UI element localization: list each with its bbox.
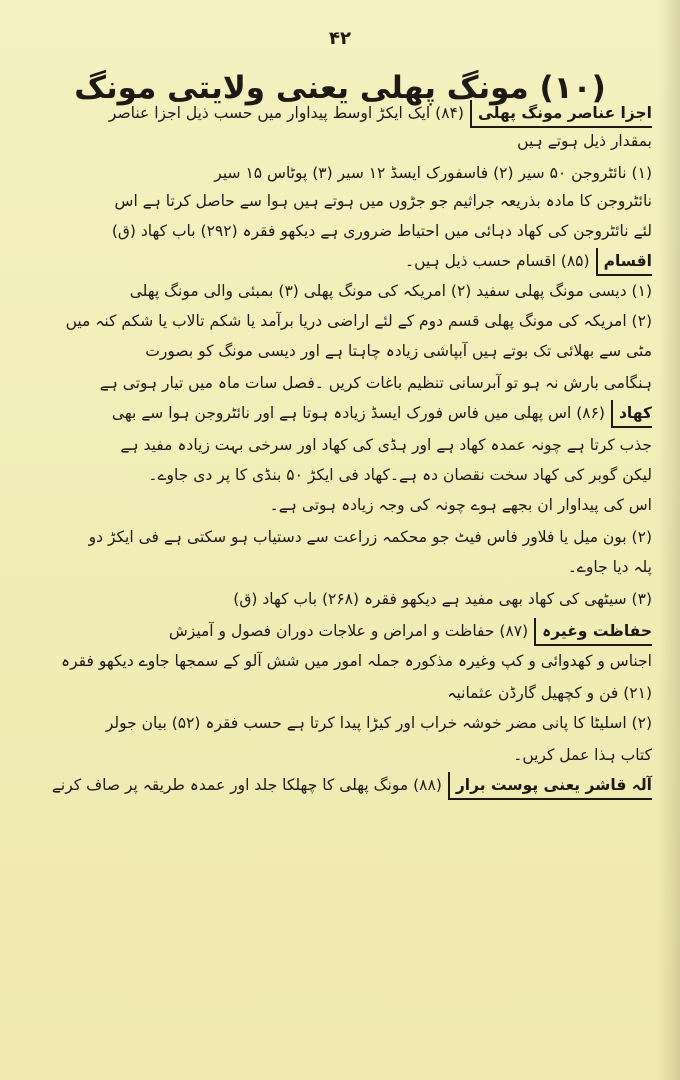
text-line xyxy=(40,248,652,276)
section-heading: (۱۰) مونگ پھلی یعنی ولایتی مونگ xyxy=(74,70,606,106)
page-number: ۴۲ xyxy=(329,28,351,49)
line-text: کتاب ہذا عمل کریں۔ xyxy=(513,746,652,764)
line-text: (۱) نائٹروجن ۵۰ سیر (۲) فاسفورک ایسڈ ۱۲ سیر (۳) پوٹاس ۱۵ سیر xyxy=(214,164,652,182)
text-line xyxy=(40,742,652,768)
text-line xyxy=(40,492,652,518)
line-text: (۲) امریکہ کی مونگ پھلی قسم دوم کے لئے اراضی دریا برآمد یا شکم تالاب یا شکم کنہ میں xyxy=(65,312,652,330)
text-line xyxy=(40,432,652,458)
line-text: (۱) دیسی مونگ پھلی سفید (۲) امریکہ کی مونگ پھلی (۳) بمبئی والی مونگ پھلی xyxy=(129,282,652,300)
text-line xyxy=(40,648,652,674)
margin-heading-label: آلہ قاشر یعنی پوست برار xyxy=(448,772,652,800)
line-text: (۸۴) ایک ایکڑ اوسط پیداوار میں حسب ذیل اجزا عناصر xyxy=(108,104,464,122)
text-line xyxy=(40,370,652,396)
text-line xyxy=(40,278,652,304)
text-line xyxy=(40,586,652,612)
text-line xyxy=(40,128,652,154)
text-line xyxy=(40,338,652,364)
page-spine-shadow xyxy=(658,0,680,1080)
line-text: بمقدار ذیل ہوتے ہیں xyxy=(517,132,652,150)
line-text: پلہ دیا جاوے۔ xyxy=(567,558,652,576)
text-line xyxy=(40,400,652,428)
line-text: مٹی سے بھلائی تک بوتے ہیں آبپاشی زیادہ چاہتا ہے اور دیسی مونگ کو بصورت xyxy=(145,342,652,360)
line-text: (۳) سیٹھی کی کھاد بھی مفید ہے دیکھو فقرہ (۲۶۸) باب کھاد (ق) xyxy=(233,590,652,608)
line-text: لئے نائٹروجن کی کھاد دہائی میں احتیاط ضروری ہے دیکھو فقرہ (۲۹۲) باب کھاد (ق) xyxy=(111,222,652,240)
line-text: (۸۵) اقسام حسب ذیل ہیں۔ xyxy=(405,252,590,270)
line-text: ہنگامی بارش نہ ہو تو آبرسانی تنظیم باغات کریں ۔فصل سات ماہ میں تیار ہوتی ہے xyxy=(99,374,652,392)
line-text: جذب کرتا ہے چونہ عمدہ کھاد ہے اور ہڈی کی کھاد اور سرخی بہت زیادہ مفید ہے xyxy=(120,436,652,454)
line-text: اس کی پیداوار ان بجھے ہوے چونہ کی وجہ زیادہ ہوتی ہے۔ xyxy=(269,496,652,514)
margin-heading-label: اقسام xyxy=(596,248,652,276)
text-line xyxy=(40,710,652,736)
text-line xyxy=(40,218,652,244)
text-line xyxy=(40,680,652,706)
text-line xyxy=(40,160,652,186)
text-line xyxy=(40,524,652,550)
line-text: (۸۷) حفاظت و امراض و علاجات دوران فصول و آمیزش xyxy=(168,622,529,640)
text-line xyxy=(40,772,652,800)
text-line xyxy=(40,462,652,488)
text-line xyxy=(40,188,652,214)
line-text: نائٹروجن کا مادہ بذریعہ جراثیم جو جڑوں میں ہوتے ہیں ہوا سے حاصل کرتا ہے اس xyxy=(114,192,652,210)
text-line xyxy=(40,100,652,128)
line-text: اجناس و کھدوائی و کپ وغیرہ مذکورہ جملہ امور میں شش آلو کے سمجھا جاوے دیکھو فقرہ xyxy=(61,652,652,670)
text-line xyxy=(40,618,652,646)
line-text: (۲۱) فن و کچھیل گارڈن عثمانیہ xyxy=(447,684,652,702)
line-text: (۸۶) اس پھلی میں فاس فورک ایسڈ زیادہ ہوتا ہے اور نائٹروجن ہوا سے بھی xyxy=(111,404,605,422)
margin-heading-label: حفاظت وغیرہ xyxy=(534,618,652,646)
line-text: (۲) اسلیٹا کا پانی مضر خوشہ خراب اور کیڑا پیدا کرتا ہے حسب فقرہ (۵۲) بیان جولر xyxy=(105,714,652,732)
text-line xyxy=(40,554,652,580)
line-text: (۸۸) مونگ پھلی کا چھلکا جلد اور عمدہ طریقہ پر صاف کرنے xyxy=(51,776,442,794)
line-text: (۲) بون میل یا فلاور فاس فیٹ جو محکمہ زراعت سے دستیاب ہو سکتی ہے فی ایکڑ دو xyxy=(88,528,652,546)
margin-heading-label: اجزا عناصر مونگ پھلی xyxy=(470,100,652,128)
line-text: لیکن گوبر کی کھاد سخت نقصان دہ ہے۔کھاد فی ایکڑ ۵۰ بنڈی کا پر دی جاوے۔ xyxy=(148,466,652,484)
text-line xyxy=(40,308,652,334)
margin-heading-label: کھاد xyxy=(611,400,652,428)
